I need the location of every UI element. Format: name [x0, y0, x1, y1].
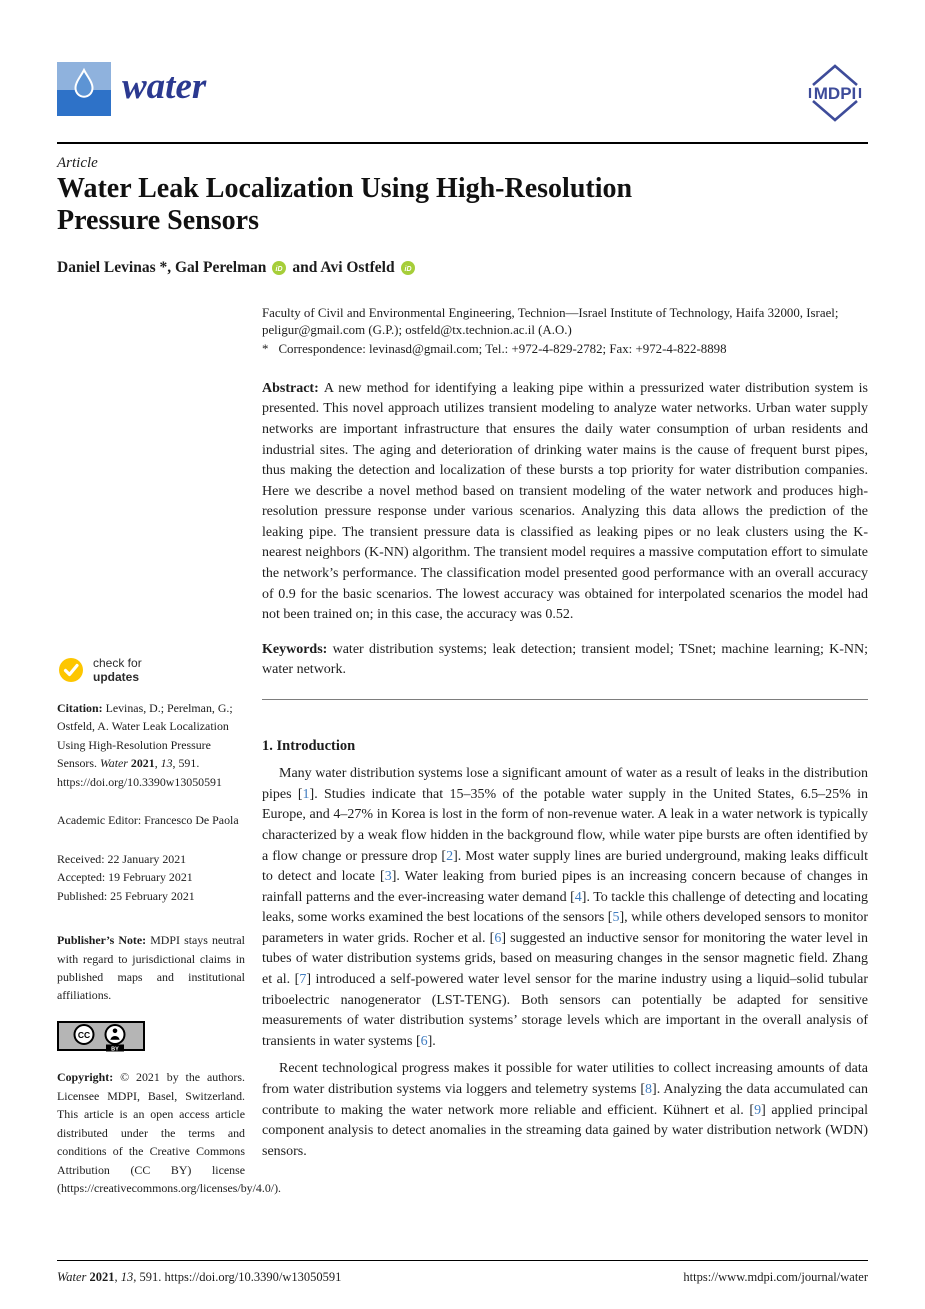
received-date: Received: 22 January 2021	[57, 851, 187, 866]
check-for-updates-badge[interactable]	[57, 657, 245, 685]
water-drop-icon	[57, 62, 111, 116]
intro-paragraph-2: Recent technological progress makes it possible for water utilities to collect increasing amounts of data from water distribution systems via loggers and telemetry systems [8]. Analyzing the data accumulated can contribute to making the water network more reliable and efficient. Kühnert et al. [9] applied principal component analysis to detect anomalies in the streaming data gained by water distribution network (WDN) sensors.	[262, 1061, 869, 1159]
paper-title-line1: Water Leak Localization Using High-Resolution	[57, 173, 633, 204]
page-footer	[57, 1270, 868, 1285]
orcid-icon[interactable]	[272, 261, 286, 275]
correspondence-line	[262, 341, 868, 358]
accepted-date: Accepted: 19 February 2021	[57, 870, 193, 885]
copyright-statement: Copyright: © 2021 by the authors. Licensee MDPI, Basel, Switzerland. This article is an open access article distributed under the terms and conditions of the Creative Commons Attribution (CC BY) license (https://creativecommons.org/licenses/by/4.0/).	[57, 1070, 282, 1196]
published-date: Published: 25 February 2021	[57, 888, 195, 903]
intro-paragraph-1: Many water distribution systems lose a significant amount of water as a result of leaks in the distribution pipes [1]. Studies indicate that 15–35% of the potable water supply in the United States, 6.5–25% in Europe, and 4–27% in Korea is lost in the form of non-revenue water. A leak in a water network is typically characterized by a weak flow hidden in the background flow, while water pipe bursts are often identified by a flow change or pressure drop [2]. Most water supply lines are buried underground, making leaks difficult to detect and locate [3]. Water leaking from buried pipes is an increasing concern because of changes in rainfall patterns and the ever-increasing water demand [4]. To tackle this challenge of detecting and locating leaks, some works examined the best locations of the sensors [5], while others developed sensors to monitor parameters in water grids. Rocher et al. [6] suggested an inductive sensor for monitoring the water level in tubes of water distribution systems grids, based on measuring changes in the sensor magnetic field. Zhang et al. [7] introduced a self-powered water level sensor for the marine industry using a liquid–solid tubular triboelectric nanogenerator (LST-TENG). Both sensors can potentially be adapted for sensitive measurements of water distribution systems’ storage levels which are important in the overall analysis of transients in water systems [6].	[262, 766, 869, 1049]
svg-text:CC: CC	[77, 1029, 91, 1040]
journal-name: water	[122, 65, 207, 107]
cc-by-icon	[57, 1021, 145, 1053]
check-icon	[57, 657, 85, 685]
correspondence-text[interactable]: Correspondence: levinasd@gmail.com; Tel.: +972-4-829-2782; Fax: +972-4-822-8898	[278, 341, 727, 356]
header-divider	[57, 142, 868, 144]
sidebar-spacer	[57, 305, 245, 657]
keywords: Keywords: water distribution systems; leak detection; transient model; TSnet; machine learning; K-NN; water network.	[262, 641, 869, 678]
publisher-note: Publisher’s Note: MDPI stays neutral with regard to jurisdictional claims in published maps and institutional affiliations.	[57, 933, 245, 1003]
footer-divider	[57, 1260, 868, 1261]
mdpi-logo	[802, 62, 868, 124]
svg-text:BY: BY	[111, 1046, 119, 1053]
author-names-1: Daniel Levinas *, Gal Perelman	[57, 259, 267, 276]
orcid-icon[interactable]	[401, 261, 415, 275]
author-line	[57, 259, 415, 277]
citation-block: Citation: Levinas, D.; Perelman, G.; Ostfeld, A. Water Leak Localization Using High-Resolution Pressure Sensors. Water 2021, 13, 591. https://doi.org/10.3390w13050591	[57, 701, 233, 789]
left-sidebar	[57, 305, 282, 1198]
correspondence-marker: *	[262, 341, 269, 356]
paper-title	[57, 173, 737, 237]
author-names-2: and Avi Ostfeld	[292, 259, 395, 276]
abstract-divider	[262, 699, 868, 700]
abstract: Abstract: A new method for identifying a leaking pipe within a pressurized water distribution system is presented. This novel approach utilizes transient modeling to analyze water networks. Urban water supply networks are important infrastructure that ensures the daily water consumption of urban residents and industrial sites. The aging and deterioration of drinking water mains is the cause of frequent burst pipes, thus making the detection and localization of these bursts a top priority for water distribution companies. Here we describe a novel method based on transient modeling of the water network and produces high-resolution pressure response under various scenarios. Analyzing this data allows the prediction of the leaking pipe. The transient pressure data is classified as leaking pipes or no leak clusters using the K-nearest neighbors (K-NN) algorithm. The transient model requires a massive computation effort to simulate the network’s performance. The classification model presented good performance with an overall accuracy of 0.9 for the basic scenarios. The lowest accuracy was obtained for interpolated scenarios the model had not been trained on; in this case, the accuracy was 0.52.	[262, 380, 868, 623]
academic-editor: Academic Editor: Francesco De Paola	[57, 813, 239, 828]
affiliation-text: Faculty of Civil and Environmental Engineering, Technion—Israel Institute of Technology, Haifa 32000, Israel; peligur@gmail.com (G.P.); ostfeld@tx.technion.ac.il (A.O.)	[262, 306, 839, 338]
check-for-updates-label: check for updates	[93, 656, 142, 684]
mdpi-logo-text: MDPI	[813, 84, 857, 103]
svg-text:iD: iD	[275, 266, 283, 273]
main-column	[262, 305, 868, 1198]
svg-text:iD: iD	[404, 266, 412, 273]
history-dates	[57, 850, 245, 905]
footer-journal-url[interactable]: https://www.mdpi.com/journal/water	[683, 1270, 868, 1284]
article-type-label: Article	[57, 155, 98, 171]
water-journal-logo	[57, 62, 206, 116]
footer-citation[interactable]: Water 2021, 13, 591. https://doi.org/10.3390/w13050591	[57, 1270, 342, 1284]
cc-by-license-badge[interactable]	[57, 1021, 245, 1058]
paper-title-line2: Pressure Sensors	[57, 204, 259, 236]
affiliation-block	[262, 305, 868, 358]
page-header	[57, 62, 868, 124]
content-columns	[57, 305, 868, 1198]
section-heading-introduction: 1. Introduction	[262, 737, 356, 754]
